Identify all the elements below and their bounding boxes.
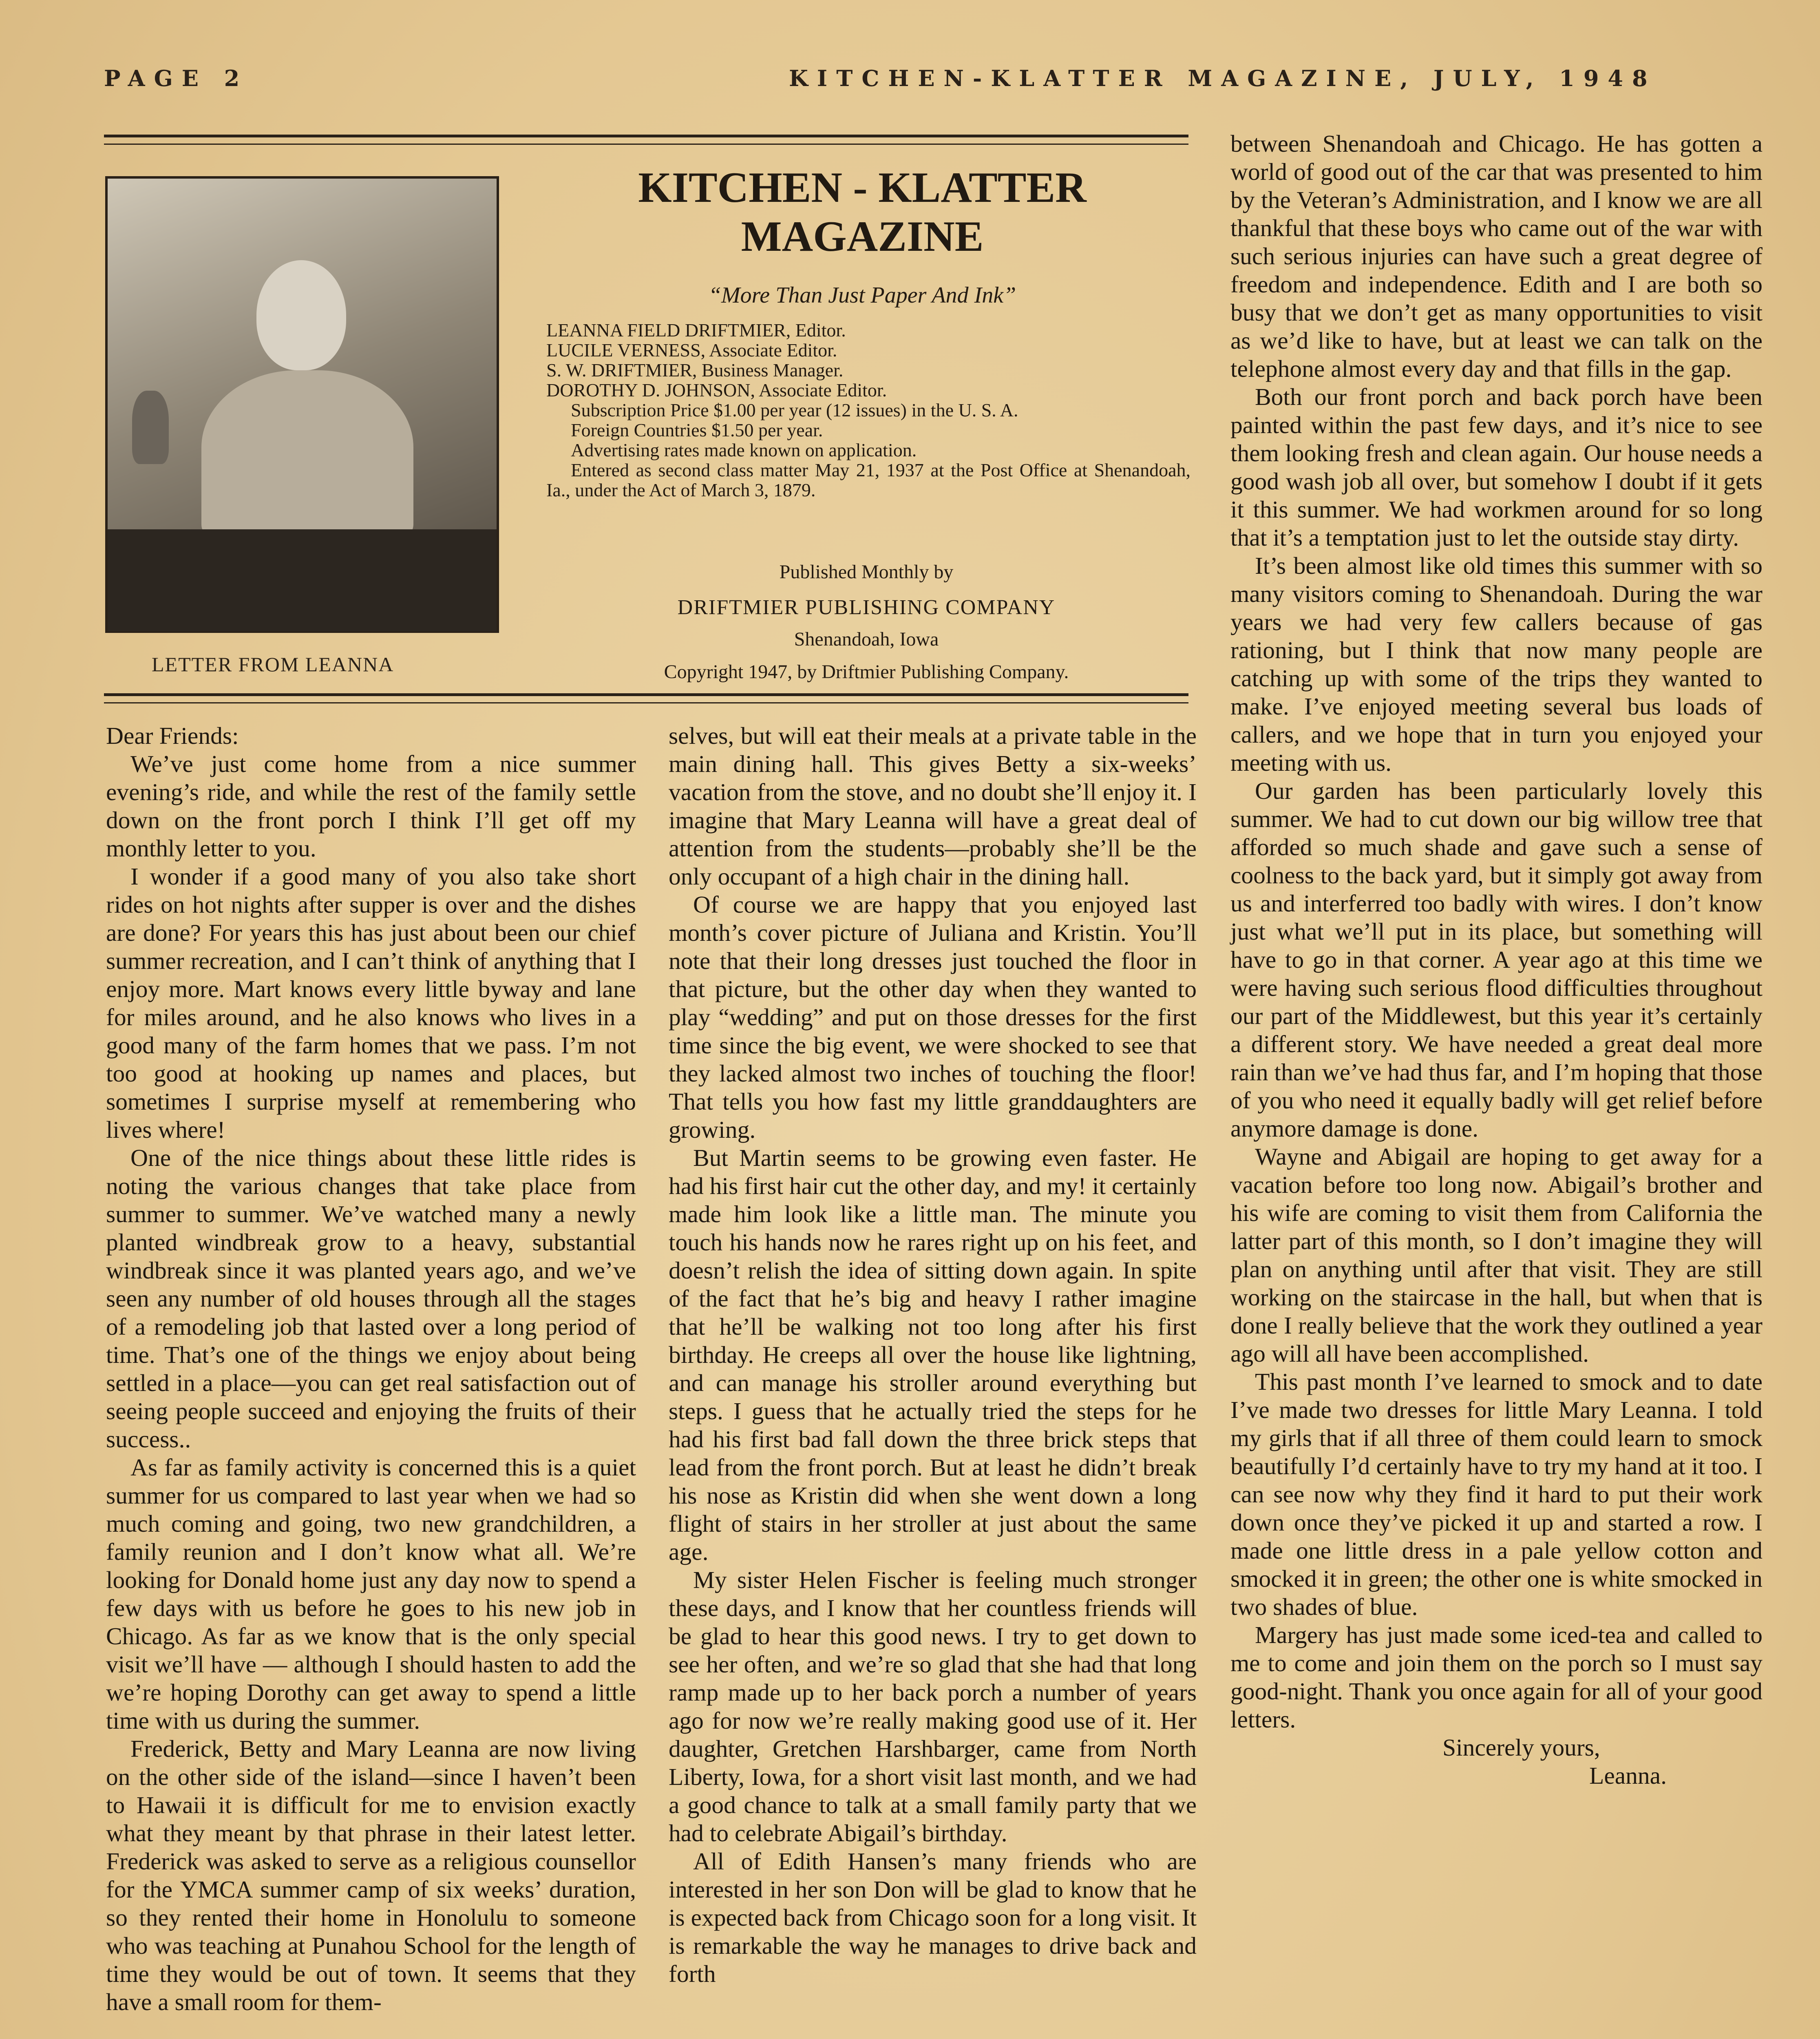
- masthead-info: [546, 320, 1191, 500]
- paragraph: I wonder if a good many of you also take short rides on hot nights after supper is over and the dishes are done? For years this has just about been our chief summer recreation, and I can’t think of anything that I enjoy more. Mart knows every little byway and lane for miles around, and he also knows who lives in a good many of the farm homes that we pass. I’m not too good at hooking up names and places, but sometimes I surprise myself at remembering who lives where!: [106, 863, 636, 1143]
- masthead-bottom-rule-thin: [104, 702, 1188, 703]
- staff-associate-editor-2: DOROTHY D. JOHNSON, Associate Editor.: [546, 380, 887, 400]
- publisher-name: DRIFTMIER PUBLISHING COMPANY: [677, 596, 1056, 619]
- paragraph: Wayne and Abigail are hoping to get away for a vacation before too long now. Abigail’s brother and his wife are coming to visit them from California the latter part of this month, so I don’t imagine they will plan on anything until after that visit. They are still working on the staircase in the hall, but when that is done I really believe that the work they outlined a year ago will all have been accomplished.: [1230, 1143, 1763, 1367]
- editor-photo: [105, 176, 499, 633]
- paragraph: It’s been almost like old times this summer with so many visitors coming to Shenandoah. During the war years we had very few callers because of gas rationing, but I think that now many people are catching up with some of the trips they wanted to make. I’ve enjoyed meeting several bus loads of callers, and we hope that in turn you enjoyed your meeting with us.: [1230, 552, 1763, 776]
- running-title: KITCHEN-KLATTER MAGAZINE, JULY, 1948: [789, 65, 1657, 91]
- paragraph: Both our front porch and back porch have been painted within the past few days, and it’s nice to see them looking fresh and clean again. Our house needs a good wash job all over, but somehow I doubt if it gets it this summer. We had workmen around for so long that it’s a temptation just to let the outside stay dirty.: [1230, 383, 1763, 551]
- paragraph: Margery has just made some iced-tea and called to me to come and join them on the porch so I must say good-night. Thank you once again for all of your good letters.: [1230, 1621, 1763, 1733]
- signature: Leanna.: [1589, 1762, 1667, 1789]
- masthead-tagline: “More Than Just Paper And Ink”: [708, 283, 1016, 308]
- paragraph: All of Edith Hansen’s many friends who are interested in her son Don will be glad to know that he is expected back from Chicago soon for a long visit. It is remarkable the way he manages to drive back and forth: [669, 1848, 1197, 1987]
- closing: Sincerely yours,: [1442, 1734, 1600, 1761]
- paragraph: Frederick, Betty and Mary Leanna are now living on the other side of the island—since I haven’t been to Hawaii it is difficult for me to envision exactly what they meant by that phrase in their latest letter. Frederick was asked to serve as a religious counsellor for the YMCA summer camp of six weeks’ duration, so they rented their home in Honolulu to someone who was teaching at Punahou School for the length of time they would be out of town. It seems that they have a small room for them-: [106, 1735, 636, 2015]
- publisher-location: Shenandoah, Iowa: [794, 628, 939, 650]
- published-monthly: Published Monthly by: [779, 561, 954, 583]
- masthead-title-line1: KITCHEN - KLATTER: [638, 164, 1087, 211]
- masthead-title-line2: MAGAZINE: [741, 212, 984, 260]
- salutation: Dear Friends:: [106, 722, 239, 749]
- paragraph: Our garden has been particularly lovely this summer. We had to cut down our big willow tree that afforded so much shade and gave such a sense of coolness to the back yard, but it simply got away from us and interferred too badly with wires. I don’t know just what we’ll put in its place, but something will have to go in that corner. A year ago at this time we were having such serious flood difficulties throughout our part of the Middlewest, but this year it’s certainly a different story. We have needed a great deal more rain than we’ve had thus far, and I’m hoping that those of you who need it equally badly will get relief before anymore damage is done.: [1230, 777, 1763, 1142]
- masthead-top-rule-thin: [104, 144, 1188, 145]
- photo-body: [201, 370, 413, 542]
- paragraph: between Shenandoah and Chicago. He has gotten a world of good out of the car that was presented to him by the Veteran’s Administration, and I know we are all thankful that these boys who came out of the war with such serious injuries can have such a great degree of freedom and independence. Edith and I are both so busy that we don’t get as many opportunities to visit as we’d like to have, but at least we can talk on the telephone almost every day and that fills in the gap.: [1230, 130, 1763, 382]
- foreign-price: Foreign Countries $1.50 per year.: [571, 420, 823, 440]
- photo-caption: LETTER FROM LEANNA: [152, 653, 394, 676]
- letter-column-1: [106, 722, 636, 2016]
- page-number: PAGE 2: [104, 65, 249, 91]
- paragraph: My sister Helen Fischer is feeling much stronger these days, and I know that her countless friends will be glad to hear this good news. I try to get down to see her often, and we’re so glad that she had that long ramp made up to her back porch a number of years ago for now we’re really making good use of it. Her daughter, Gretchen Harshbarger, came from North Liberty, Iowa, for a short visit last month, and we had a good chance to talk at a small family party that we had to celebrate Abigail’s birthday.: [669, 1566, 1197, 1847]
- photo-vase: [132, 391, 169, 464]
- photo-desk: [108, 529, 497, 631]
- paragraph: selves, but will eat their meals at a private table in the main dining hall. This gives Betty a six-weeks’ vacation from the stove, and no doubt she’ll enjoy it. I imagine that Mary Leanna will have a great deal of attention from the students—probably she’ll be the only occupant of a high chair in the dining hall.: [669, 722, 1197, 890]
- paragraph: This past month I’ve learned to smock and to date I’ve made two dresses for little Mary Leanna. I told my girls that if all three of them could learn to smock beautifully I’d certainly have to try my hand at it too. I can see now why they find it hard to put their work down once they’ve picked it up and started a row. I made one little dress in a pale yellow cotton and smocked it in green; the other one is white smocked in two shades of blue.: [1230, 1368, 1763, 1620]
- paragraph: One of the nice things about these little rides is noting the various changes that take place from summer to summer. We’ve watched many a newly planted windbreak grow to a heavy, substantial windbreak since it was planted years ago, and we’ve seen any number of old houses through all the stages of a remodeling job that lasted over a long period of time. That’s one of the things we enjoy about being settled in a place—you can get real satisfaction out of seeing people succeed and enjoying the fruits of their success..: [106, 1144, 636, 1453]
- entry-notice: Entered as second class matter May 21, 1937 at the Post Office at Shenandoah, Ia., under the Act of March 3, 1879.: [546, 460, 1191, 500]
- masthead-top-rule: [104, 135, 1188, 137]
- photo-head: [256, 260, 346, 370]
- masthead-bottom-rule: [104, 693, 1188, 696]
- paragraph: As far as family activity is concerned this is a quiet summer for us compared to last year when we had so much coming and going, two new grandchildren, a family reunion and I don’t know what all. We’re looking for Donald home just any day now to spend a few days with us before he goes to his new job in Chicago. As far as we know that is the only special visit we’ll have — although I should hasten to add the we’re hoping Dorothy can get away to spend a little time with us during the summer.: [106, 1454, 636, 1734]
- advertising-rates: Advertising rates made known on application.: [571, 440, 917, 460]
- letter-column-3: [1230, 130, 1763, 1790]
- paragraph: We’ve just come home from a nice summer evening’s ride, and while the rest of the family settle down on the front porch I think I’ll get off my monthly letter to you.: [106, 750, 636, 862]
- paragraph: But Martin seems to be growing even faster. He had his first hair cut the other day, and my! it certainly made him look like a little man. The minute you touch his hands now he rares right up on his feet, and doesn’t relish the idea of sitting down again. In spite of the fact that he’s big and heavy I rather imagine that he’ll be walking not too long after his first birthday. He creeps all over the house like lightning, and can manage his stroller around everything but steps. I guess that he actually tried the steps for he had his first bad fall down the three brick steps that lead from the front porch. But at least he didn’t break his nose as Kristin did when she went down a long flight of stairs in her stroller at just about the same age.: [669, 1144, 1197, 1565]
- staff-editor: LEANNA FIELD DRIFTMIER, Editor.: [546, 320, 846, 341]
- letter-column-2: [669, 722, 1197, 1988]
- staff-business-manager: S. W. DRIFTMIER, Business Manager.: [546, 360, 844, 380]
- subscription-price: Subscription Price $1.00 per year (12 issues) in the U. S. A.: [571, 400, 1018, 420]
- copyright-notice: Copyright 1947, by Driftmier Publishing Company.: [664, 661, 1069, 683]
- staff-associate-editor: LUCILE VERNESS, Associate Editor.: [546, 340, 837, 360]
- paragraph: Of course we are happy that you enjoyed last month’s cover picture of Juliana and Kristin. You’ll note that their long dresses just touched the floor in that picture, but the other day when they wanted to play “wedding” and put on those dresses for the first time since the big event, we were shocked to see that they lacked almost two inches of touching the floor! That tells you how fast my little granddaughters are growing.: [669, 891, 1197, 1143]
